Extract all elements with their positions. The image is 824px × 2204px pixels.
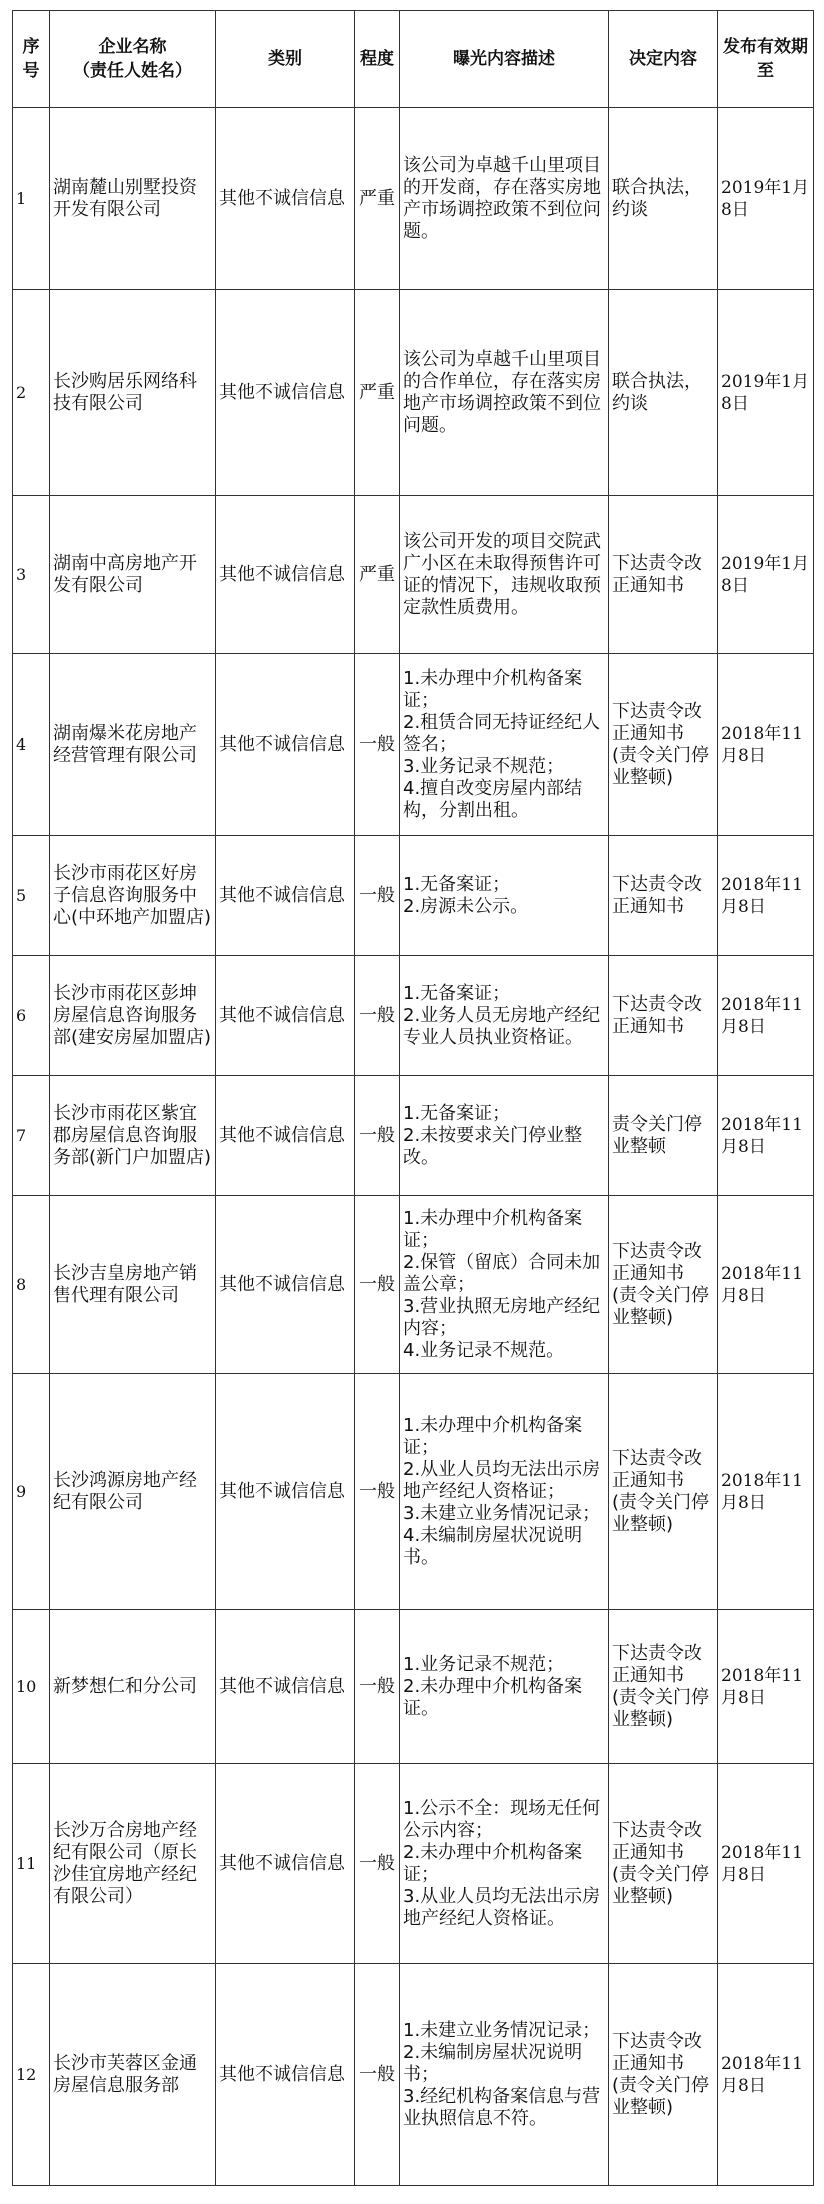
- cell-category: 其他不诚信信息: [216, 836, 355, 956]
- cell-valid-until: 2018年11月8日: [718, 836, 814, 956]
- table-row: [13, 1610, 814, 1764]
- cell-no: 3: [13, 496, 50, 654]
- cell-category: 其他不诚信信息: [216, 1764, 355, 1964]
- cell-company: 湖南中高房地产开发有限公司: [50, 496, 216, 654]
- cell-decision: 联合执法，约谈: [609, 290, 718, 496]
- cell-no: 11: [13, 1764, 50, 1964]
- cell-decision: 下达责令改正通知书 (责令关门停业整顿): [609, 654, 718, 836]
- cell-valid-until: 2018年11月8日: [718, 1964, 814, 2186]
- cell-category: 其他不诚信信息: [216, 956, 355, 1076]
- cell-no: 5: [13, 836, 50, 956]
- cell-level: 一般: [355, 1076, 400, 1196]
- cell-category: 其他不诚信信息: [216, 1196, 355, 1374]
- cell-description: 1.未办理中介机构备案证； 2.保管（留底）合同未加盖公章； 3.营业执照无房地产经纪内容； 4.业务记录不规范。: [400, 1196, 609, 1374]
- cell-category: 其他不诚信信息: [216, 290, 355, 496]
- cell-description: 1.无备案证； 2.房源未公示。: [400, 836, 609, 956]
- cell-no: 8: [13, 1196, 50, 1374]
- cell-valid-until: 2019年1月8日: [718, 496, 814, 654]
- cell-decision: 下达责令改正通知书 (责令关门停业整顿): [609, 1964, 718, 2186]
- cell-level: 一般: [355, 956, 400, 1076]
- cell-decision: 下达责令改正通知书: [609, 496, 718, 654]
- cell-valid-until: 2019年1月8日: [718, 290, 814, 496]
- cell-decision: 下达责令改正通知书 (责令关门停业整顿): [609, 1610, 718, 1764]
- cell-category: 其他不诚信信息: [216, 1964, 355, 2186]
- cell-valid-until: 2018年11月8日: [718, 654, 814, 836]
- cell-category: 其他不诚信信息: [216, 1374, 355, 1610]
- table-row: [13, 654, 814, 836]
- cell-category: 其他不诚信信息: [216, 108, 355, 290]
- cell-valid-until: 2019年1月8日: [718, 108, 814, 290]
- cell-company: 长沙万合房地产经纪有限公司（原长沙佳宜房地产经纪有限公司）: [50, 1764, 216, 1964]
- header-row: [13, 11, 814, 108]
- cell-description: 1.未建立业务情况记录； 2.未编制房屋状况说明书； 3.经纪机构备案信息与营业执照信息不符。: [400, 1964, 609, 2186]
- header-company-line2: （责任人姓名）: [73, 61, 192, 81]
- exposure-table: [12, 10, 814, 2186]
- table-row: [13, 1764, 814, 1964]
- cell-valid-until: 2018年11月8日: [718, 1610, 814, 1764]
- header-company: [50, 11, 216, 108]
- cell-company: 长沙鸿源房地产经纪有限公司: [50, 1374, 216, 1610]
- table-row: [13, 956, 814, 1076]
- header-valid-until: 发布有效期至: [718, 11, 814, 108]
- cell-company: 湖南麓山别墅投资开发有限公司: [50, 108, 216, 290]
- table-row: [13, 290, 814, 496]
- cell-no: 4: [13, 654, 50, 836]
- cell-level: 一般: [355, 1374, 400, 1610]
- cell-description: 1.未办理中介机构备案证； 2.从业人员均无法出示房地产经纪人资格证； 3.未建立业务情况记录； 4.未编制房屋状况说明书。: [400, 1374, 609, 1610]
- table-row: [13, 836, 814, 956]
- cell-decision: 下达责令改正通知书: [609, 836, 718, 956]
- cell-company: 湖南爆米花房地产经营管理有限公司: [50, 654, 216, 836]
- cell-company: 新梦想仁和分公司: [50, 1610, 216, 1764]
- cell-level: 严重: [355, 496, 400, 654]
- cell-level: 一般: [355, 654, 400, 836]
- cell-no: 7: [13, 1076, 50, 1196]
- cell-valid-until: 2018年11月8日: [718, 1196, 814, 1374]
- header-decision: 决定内容: [609, 11, 718, 108]
- cell-decision: 下达责令改正通知书 (责令关门停业整顿): [609, 1764, 718, 1964]
- cell-level: 一般: [355, 1964, 400, 2186]
- table-row: [13, 1196, 814, 1374]
- cell-category: 其他不诚信信息: [216, 654, 355, 836]
- cell-decision: 下达责令改正通知书 (责令关门停业整顿): [609, 1196, 718, 1374]
- table-row: [13, 1076, 814, 1196]
- cell-company: 长沙市雨花区彭坤房屋信息咨询服务部(建安房屋加盟店): [50, 956, 216, 1076]
- cell-description: 该公司为卓越千山里项目的合作单位，存在落实房地产市场调控政策不到位问题。: [400, 290, 609, 496]
- cell-category: 其他不诚信信息: [216, 1076, 355, 1196]
- cell-level: 一般: [355, 836, 400, 956]
- cell-company: 长沙市芙蓉区金通房屋信息服务部: [50, 1964, 216, 2186]
- cell-description: 1.无备案证； 2.业务人员无房地产经纪专业人员执业资格证。: [400, 956, 609, 1076]
- cell-no: 10: [13, 1610, 50, 1764]
- table-row: [13, 108, 814, 290]
- header-level: 程度: [355, 11, 400, 108]
- cell-valid-until: 2018年11月8日: [718, 956, 814, 1076]
- cell-description: 1.无备案证； 2.未按要求关门停业整改。: [400, 1076, 609, 1196]
- cell-no: 12: [13, 1964, 50, 2186]
- cell-description: 1.公示不全：现场无任何公示内容； 2.未办理中介机构备案证； 3.从业人员均无法出示房地产经纪人资格证。: [400, 1764, 609, 1964]
- cell-no: 1: [13, 108, 50, 290]
- cell-category: 其他不诚信信息: [216, 1610, 355, 1764]
- cell-description: 1.业务记录不规范； 2.未办理中介机构备案证。: [400, 1610, 609, 1764]
- cell-level: 严重: [355, 108, 400, 290]
- cell-description: 该公司为卓越千山里项目的开发商，存在落实房地产市场调控政策不到位问题。: [400, 108, 609, 290]
- cell-valid-until: 2018年11月8日: [718, 1076, 814, 1196]
- cell-decision: 责令关门停业整顿: [609, 1076, 718, 1196]
- cell-description: 该公司开发的项目交院武广小区在未取得预售许可证的情况下，违规收取预定款性质费用。: [400, 496, 609, 654]
- cell-no: 9: [13, 1374, 50, 1610]
- cell-company: 长沙市雨花区紫宜郡房屋信息咨询服务部(新门户加盟店): [50, 1076, 216, 1196]
- cell-category: 其他不诚信信息: [216, 496, 355, 654]
- cell-no: 2: [13, 290, 50, 496]
- cell-decision: 下达责令改正通知书: [609, 956, 718, 1076]
- header-description: 曝光内容描述: [400, 11, 609, 108]
- header-category: 类别: [216, 11, 355, 108]
- cell-company: 长沙购居乐网络科技有限公司: [50, 290, 216, 496]
- cell-level: 一般: [355, 1610, 400, 1764]
- cell-no: 6: [13, 956, 50, 1076]
- cell-company: 长沙吉皇房地产销售代理有限公司: [50, 1196, 216, 1374]
- table-row: [13, 1374, 814, 1610]
- cell-company: 长沙市雨花区好房子信息咨询服务中心(中环地产加盟店): [50, 836, 216, 956]
- cell-description: 1.未办理中介机构备案证； 2.租赁合同无持证经纪人签名； 3.业务记录不规范； 4.擅自改变房屋内部结构，分割出租。: [400, 654, 609, 836]
- cell-valid-until: 2018年11月8日: [718, 1374, 814, 1610]
- cell-level: 严重: [355, 290, 400, 496]
- header-company-line1: 企业名称: [98, 37, 167, 57]
- cell-decision: 下达责令改正通知书 (责令关门停业整顿): [609, 1374, 718, 1610]
- cell-level: 一般: [355, 1196, 400, 1374]
- cell-valid-until: 2018年11月8日: [718, 1764, 814, 1964]
- header-no: 序号: [13, 11, 50, 108]
- table-row: [13, 496, 814, 654]
- cell-decision: 联合执法，约谈: [609, 108, 718, 290]
- table-row: [13, 1964, 814, 2186]
- cell-level: 一般: [355, 1764, 400, 1964]
